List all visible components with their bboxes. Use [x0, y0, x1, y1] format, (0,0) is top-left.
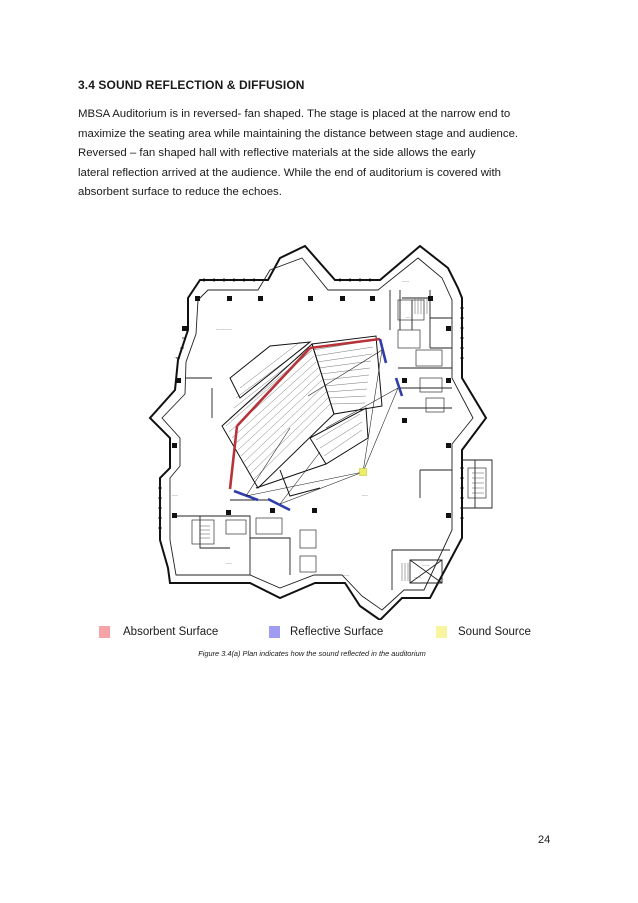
page-number: 24 — [538, 834, 551, 846]
paragraph-line: maximize the seating area while maintaining the distance between stage and audience. — [78, 127, 519, 140]
svg-text:----: ---- — [406, 315, 411, 319]
column-grid — [172, 296, 451, 518]
auditorium-floor-plan — [130, 238, 510, 620]
reflective-surface-right-lower — [396, 378, 402, 396]
sound-ray-lines — [246, 350, 398, 504]
paragraph-line: lateral reflection arrived at the audience. While the end of auditorium is covered with — [78, 166, 501, 179]
svg-text:-----: ----- — [226, 561, 232, 565]
figure-caption — [0, 649, 638, 658]
legend-label: Reflective Surface — [290, 626, 384, 638]
seating-rows — [226, 340, 374, 480]
svg-text:-----: ----- — [172, 493, 178, 497]
svg-text:--------------: -------------- — [216, 327, 233, 331]
legend-label: Absorbent Surface — [123, 626, 219, 638]
svg-text:------: ------ — [342, 573, 349, 577]
legend-reflective — [269, 624, 383, 640]
legend-source — [436, 624, 531, 640]
source-swatch — [436, 626, 447, 638]
paragraph-line: MBSA Auditorium is in reversed- fan shaped. The stage is placed at the narrow end to — [78, 108, 511, 120]
building-outline — [150, 246, 486, 620]
absorbent-swatch — [99, 626, 110, 638]
section-paragraph — [78, 105, 548, 203]
svg-text:------: ------ — [402, 279, 409, 283]
svg-text:------: ------ — [414, 575, 421, 579]
reflective-swatch — [269, 626, 280, 638]
svg-text:---: --- — [174, 355, 178, 359]
building-inner-walls — [162, 258, 492, 610]
legend-absorbent — [99, 624, 218, 640]
svg-text:-----: ----- — [362, 493, 368, 497]
paragraph-line: Reversed – fan shaped hall with reflective materials at the side allows the early — [78, 147, 476, 159]
sound-source-marker — [360, 469, 367, 476]
absorbent-surface-side-wall — [230, 426, 237, 489]
legend-label: Sound Source — [458, 626, 531, 638]
absorbent-surface-rear-diagonal — [237, 348, 310, 426]
paragraph-line: absorbent surface to reduce the echoes. — [78, 186, 282, 198]
section-heading: 3.4 SOUND REFLECTION & DIFFUSION — [78, 78, 305, 92]
figure-caption-text: Figure 3.4(a) Plan indicates how the sound reflected in the auditorium — [198, 649, 426, 658]
svg-text:------: ------ — [422, 563, 429, 567]
absorbent-surface-lines — [230, 339, 380, 489]
